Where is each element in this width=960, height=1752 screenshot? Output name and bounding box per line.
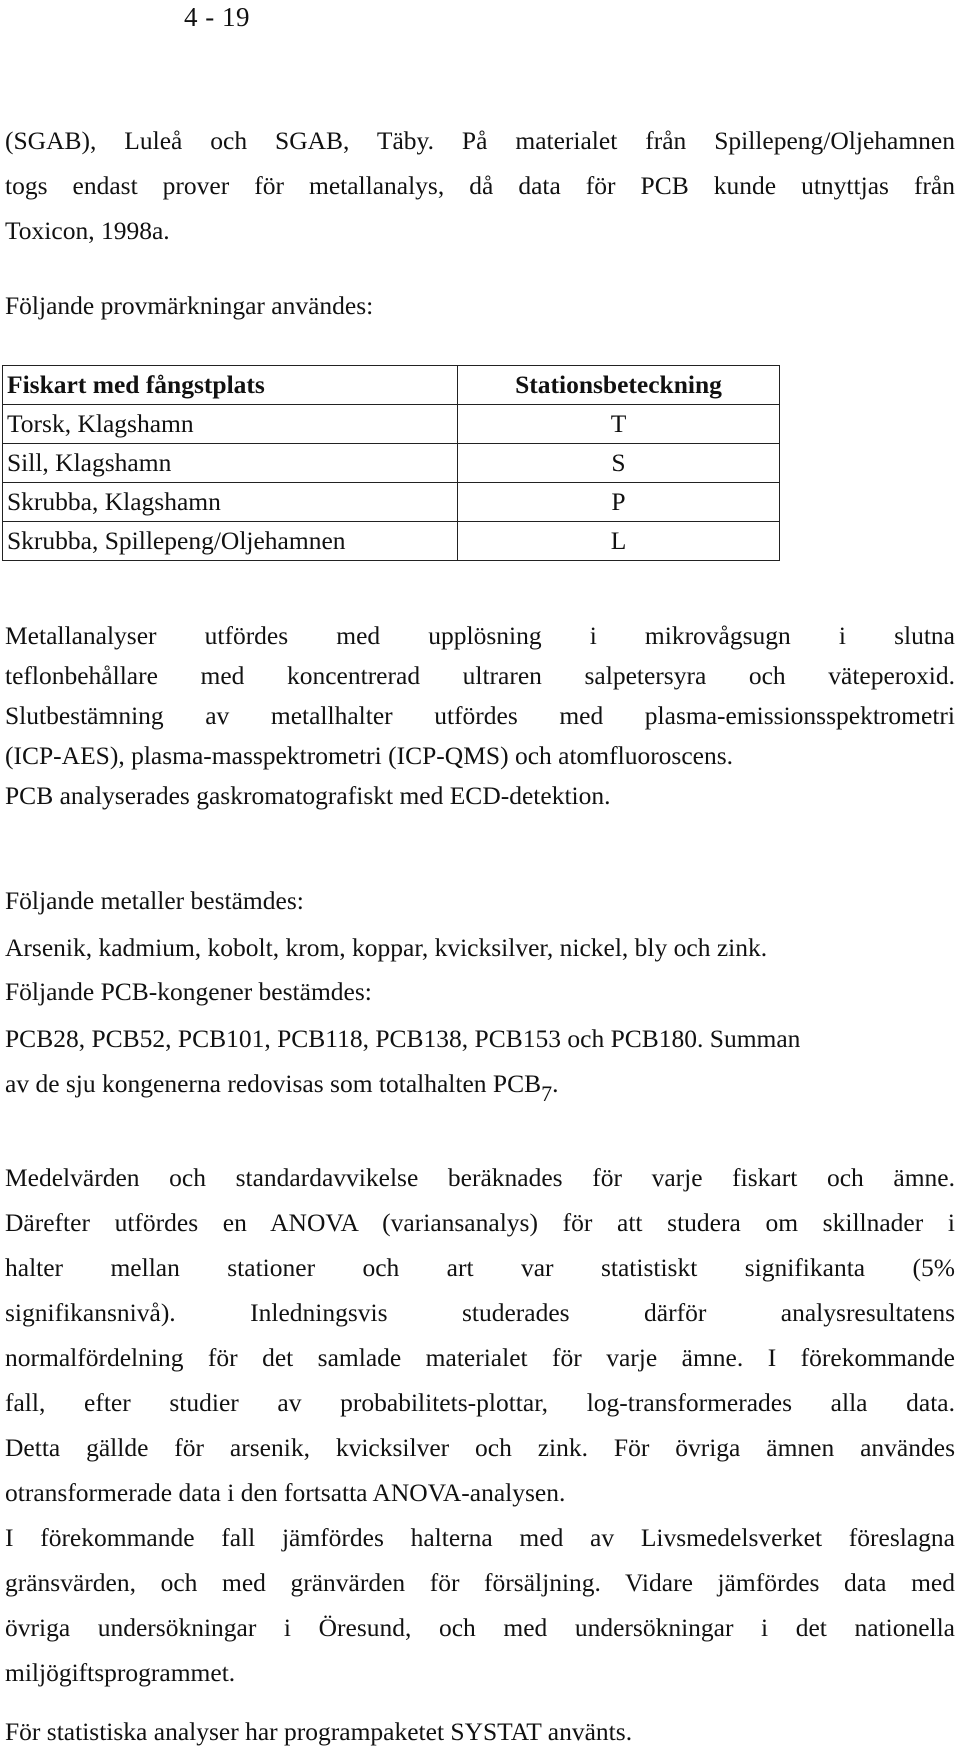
table-cell-station: T xyxy=(458,405,780,444)
table-intro: Följande provmärkningar användes: xyxy=(5,291,374,320)
sum-line-end: . xyxy=(552,1069,559,1098)
methods-line: PCB analyserades gaskromatografiskt med ECD-detektion. xyxy=(5,781,611,810)
stats-line: halter mellan stationer och art var statistiskt signifikanta (5% xyxy=(5,1253,955,1282)
stats-line: fall, efter studier av probabilitets-plottar, log-transformerades alla data. xyxy=(5,1388,955,1417)
stats-line: övriga undersökningar i Öresund, och med undersökningar i det nationella xyxy=(5,1613,955,1642)
table-cell-station: L xyxy=(458,522,780,561)
page-number: 4 - 19 xyxy=(184,2,250,32)
stats-line: Därefter utfördes en ANOVA (variansanalys) för att studera om skillnader i xyxy=(5,1208,955,1237)
metals-line: PCB28, PCB52, PCB101, PCB118, PCB138, PCB153 och PCB180. Summan xyxy=(5,1024,801,1053)
table-row xyxy=(3,483,780,522)
table-row xyxy=(3,405,780,444)
stats-line: Detta gällde för arsenik, kvicksilver och zink. För övriga ämnen användes xyxy=(5,1433,955,1462)
stats-line: gränsvärden, och med gränvärden för försäljning. Vidare jämfördes data med xyxy=(5,1568,955,1597)
table-cell-station: P xyxy=(458,483,780,522)
methods-line: teflonbehållare med koncentrerad ultraren salpetersyra och väteperoxid. xyxy=(5,661,955,690)
methods-line: Slutbestämning av metallhalter utfördes med plasma-emissionsspektrometri xyxy=(5,701,955,730)
marking-table xyxy=(2,365,780,561)
intro-line: Toxicon, 1998a. xyxy=(5,216,170,245)
sum-line-text: av de sju kongenerna redovisas som totalhalten PCB xyxy=(5,1069,542,1098)
table-header-species: Fiskart med fångstplats xyxy=(3,366,458,405)
table-cell-species: Torsk, Klagshamn xyxy=(3,405,458,444)
sum-line-subscript: 7 xyxy=(541,1081,553,1106)
metals-line: Följande metaller bestämdes: xyxy=(5,886,304,915)
intro-line: (SGAB), Luleå och SGAB, Täby. På materialet från Spillepeng/Oljehamnen xyxy=(5,126,955,155)
table-cell-species: Skrubba, Spillepeng/Oljehamnen xyxy=(3,522,458,561)
table-header-station: Stationsbeteckning xyxy=(458,366,780,405)
table-cell-species: Sill, Klagshamn xyxy=(3,444,458,483)
metals-line: Arsenik, kadmium, kobolt, krom, koppar, kvicksilver, nickel, bly och zink. xyxy=(5,933,768,962)
stats-line: normalfördelning för det samlade materialet för varje ämne. I förekommande xyxy=(5,1343,955,1372)
final-line: För statistiska analyser har programpaketet SYSTAT använts. xyxy=(5,1717,633,1746)
table-cell-species: Skrubba, Klagshamn xyxy=(3,483,458,522)
intro-line: togs endast prover för metallanalys, då data för PCB kunde utnyttjas från xyxy=(5,171,955,200)
metals-line: Följande PCB-kongener bestämdes: xyxy=(5,977,372,1006)
stats-line: signifikansnivå). Inledningsvis studerades därför analysresultatens xyxy=(5,1298,955,1327)
stats-line: miljögiftsprogrammet. xyxy=(5,1658,236,1687)
table-header-row xyxy=(3,366,780,405)
table-cell-station: S xyxy=(458,444,780,483)
methods-line: (ICP-AES), plasma-masspektrometri (ICP-QMS) och atomfluoroscens. xyxy=(5,741,734,770)
table-row xyxy=(3,444,780,483)
table-row xyxy=(3,522,780,561)
methods-line: Metallanalyser utfördes med upplösning i mikrovågsugn i slutna xyxy=(5,621,955,650)
stats-line: Medelvärden och standardavvikelse beräknades för varje fiskart och ämne. xyxy=(5,1163,955,1192)
sum-line xyxy=(5,1068,955,1106)
stats-line: I förekommande fall jämfördes halterna med av Livsmedelsverket föreslagna xyxy=(5,1523,955,1552)
stats-line: otransformerade data i den fortsatta ANOVA-analysen. xyxy=(5,1478,566,1507)
